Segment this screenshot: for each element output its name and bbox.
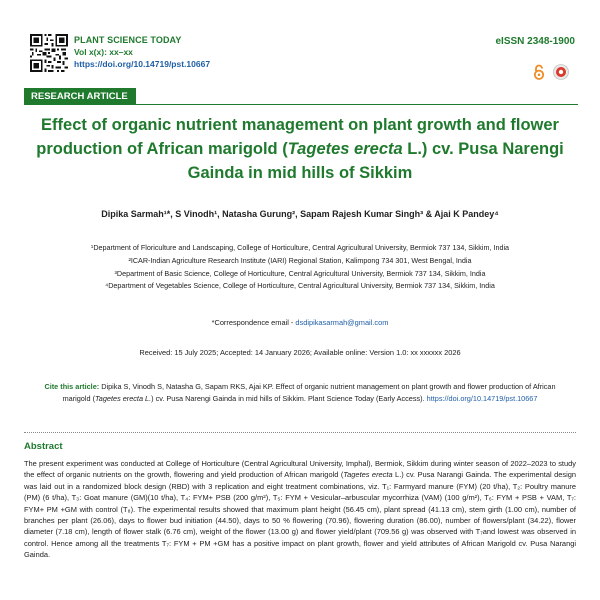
article-dates: Received: 15 July 2025; Accepted: 14 January 2026; Available online: Version 1.0: xx xxxxxx 2026 <box>139 348 461 357</box>
article-title: Effect of organic nutrient management on plant growth and flower production of African marigold (Tagetes erecta L.) cv. Pusa Narengi Gainda in mid hills of Sikkim <box>36 116 564 182</box>
journal-volume: Vol x(x): xx–xx <box>74 47 133 57</box>
correspondence-email-link[interactable]: dsdipikasarmah@gmail.com <box>295 318 389 327</box>
affiliation-4: ⁴Department of Vegetables Science, College of Horticulture, Central Agricultural University, Bermiok 737 134, Sikkim, India <box>105 281 495 291</box>
citation-text-2: ) cv. Pusa Narengi Gainda in mid hills of Sikkim. Plant Science Today (Early Access). <box>151 393 425 403</box>
citation-block <box>30 381 570 405</box>
journal-header <box>30 34 575 80</box>
eissn: eISSN 2348-1900 <box>495 36 575 47</box>
header-divider <box>136 104 578 105</box>
journal-name: PLANT SCIENCE TODAY <box>74 35 182 45</box>
abstract-divider <box>24 432 576 433</box>
author-list: Dipika Sarmah¹*, S Vinodh¹, Natasha Gurung², Sapam Rajesh Kumar Singh³ & Ajai K Pandey⁴ <box>101 209 499 219</box>
affiliation-3: ³Department of Basic Science, College of Horticulture, Central Agricultural University, Bermiok 737 134, Sikkim, India <box>114 268 486 278</box>
correspondence <box>24 318 576 327</box>
open-access-lock-icon[interactable] <box>533 64 545 80</box>
journal-info <box>74 34 210 70</box>
license-badge-icon[interactable] <box>553 64 569 80</box>
affiliations <box>24 242 576 293</box>
correspondence-label: *Correspondence email - <box>211 318 294 327</box>
citation-label: Cite this article: <box>44 382 100 391</box>
citation-species: Tagetes erecta L. <box>95 393 152 403</box>
abstract-text: The present experiment was conducted at College of Horticulture (Central Agricultural University, Imphal), Bermiok, Sikkim during winter season of 2022–2023 to study the effect of organic nutrients on the growth, flowering and yield production of African marigold (Tagetes erecta L.) cv. Pusa Narangi Gainda. The experimental design was laid out in a randomized block design (RBD) with 3 replication and eight treatment combinations, viz. T₁: Farmyard manure (FYM) (20 t/ha), T₂: Poultry manure (PM) (6 t/ha), T₃: Goat manure (GM)(10 t/ha), T₄: FYM+ PSB (200 g/m²), T₅: FYM + Vesicular–arbuscular mycorrhiza (VAM) (100 g/m²), T₆: FYM + PSB + VAM, T₇: FYM+ PM +GM with control (T₈). The experimental results showed that maximum plant height (56.45 cm), plant spread (41.13 cm), stem girth (1.00 cm), number of branches per plant (26.06), days to flower bud initiation (44.50), days to 50 % flowering (70.96), flowering duration (86.00), number of flowers/plant (34.22), flower diameter (7.18 cm), length of flower stalk (6.76 cm), weight of the flower (13.00 g) and flower yield/plant (709.56 g) was observed with T₇and lowest was observed in control. Hence among all the treatments T₇: FYM + PM +GM has a positive impact on plant growth, flower and yield attributes of African Marigold cv. Pusa Narangi Gainda. <box>24 459 577 560</box>
journal-doi-link[interactable]: https://doi.org/10.14719/pst.10667 <box>74 59 211 69</box>
qr-code-icon[interactable] <box>30 34 68 72</box>
abstract-heading: Abstract <box>24 441 63 452</box>
affiliation-1: ¹Department of Floriculture and Landscaping, College of Horticulture, Central Agricultural University, Bermiok 737 134, Sikkim, India <box>90 243 510 252</box>
article-type-badge: RESEARCH ARTICLE <box>24 88 136 105</box>
affiliation-2: ²ICAR-Indian Agriculture Research Institute (IARI) Regional Station, Kalimpong 734 301, West Bengal, India <box>128 255 472 265</box>
citation-text-1: Dipika S, Vinodh S, Natasha G, Sapam RKS, Ajai KP. Effect of organic nutrient management on plant growth and flower production of African marigold ( <box>62 382 556 403</box>
citation-doi-link[interactable]: https://doi.org/10.14719/pst.10667 <box>426 393 538 403</box>
